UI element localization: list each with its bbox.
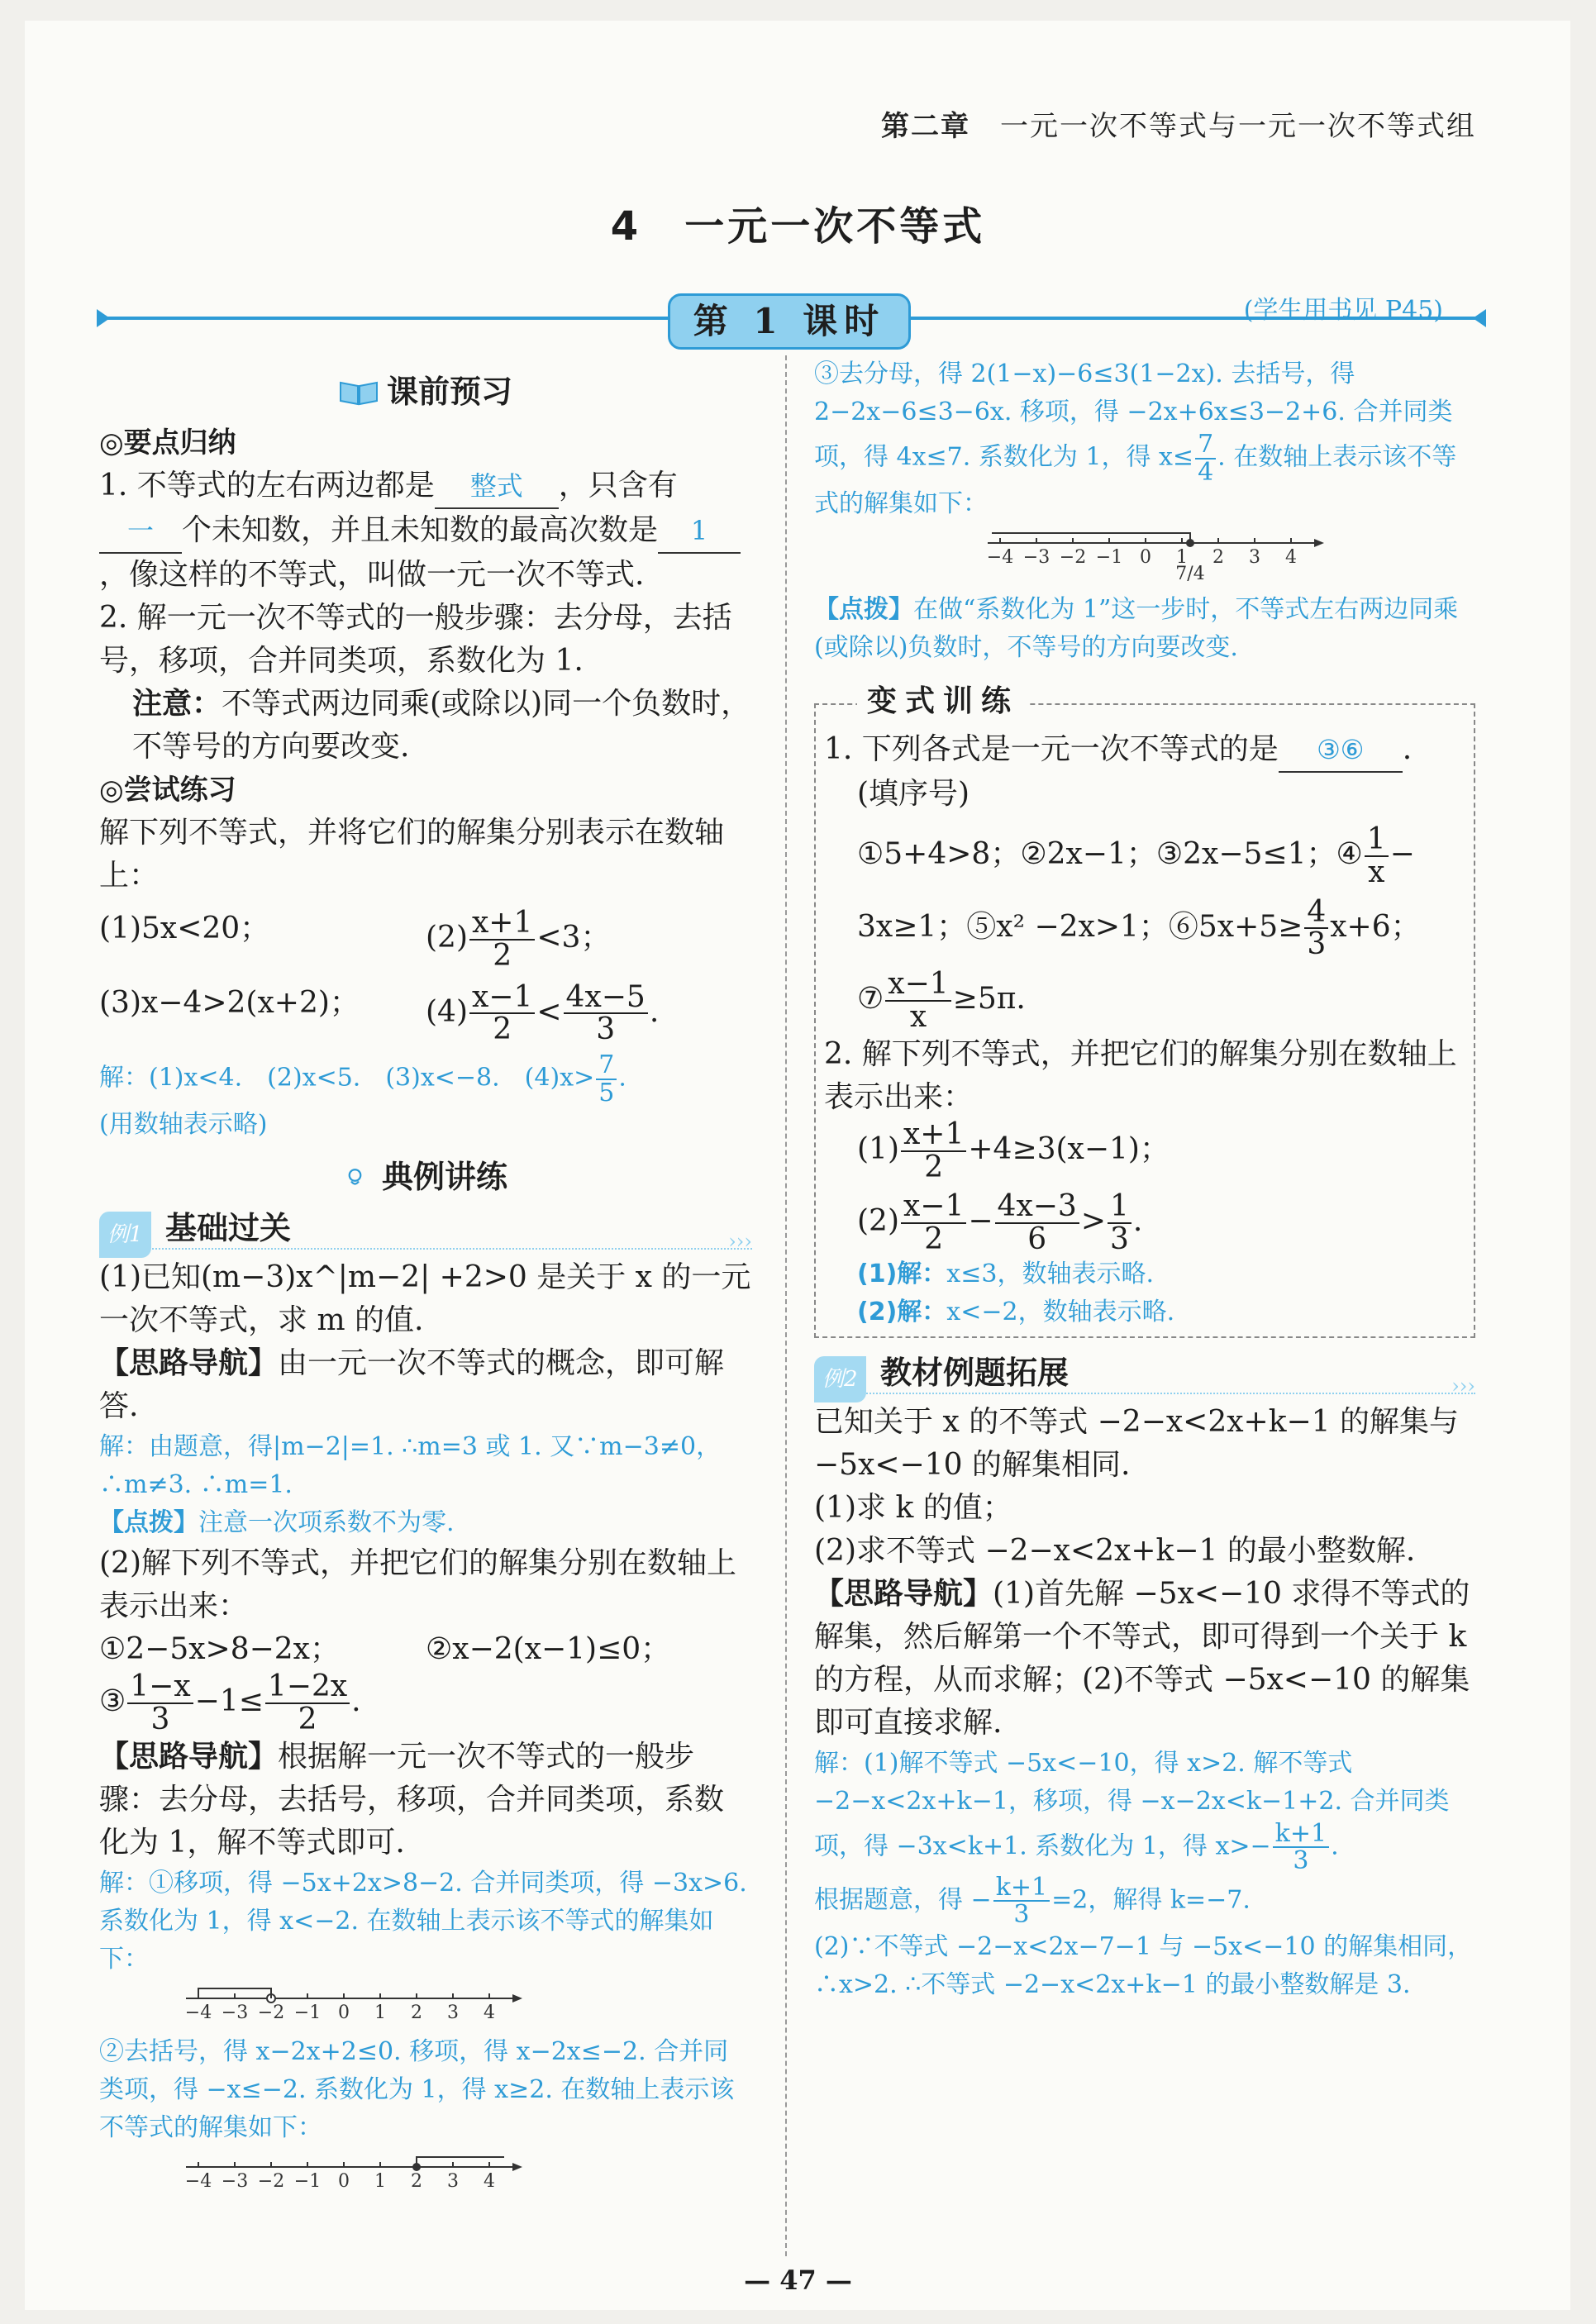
kp1-text-b: ，只含有 — [558, 469, 678, 502]
hint1-text: 由一元一次不等式的概念，即可解答. — [99, 1346, 725, 1424]
number-line-tick-label: −1 — [1095, 547, 1123, 568]
number-line-tick-label: −3 — [221, 2170, 249, 2192]
number-line-tick-label: −2 — [257, 2002, 285, 2023]
kp1-text-a: 1. 不等式的左右两边都是 — [99, 469, 435, 502]
note-text: 不等式两边同乘(或除以)同一个负数时，不等号的方向要改变. — [132, 687, 751, 764]
ex2-sol1-den: 3 — [1293, 1846, 1309, 1876]
training-box — [814, 684, 1475, 1338]
p4-frac-2 — [564, 979, 648, 1047]
number-line-tick-label: 1 — [374, 2170, 386, 2192]
practice-answer-text: 解：(1)x<4. (2)x<5. (3)x<−8. (4)x> — [99, 1063, 595, 1093]
number-line-tick-label: −1 — [293, 2002, 322, 2023]
training-title: 变式训练 — [857, 680, 1029, 723]
kp1-blank-2: 一 — [99, 509, 182, 554]
tq2-2-gt: > — [1080, 1204, 1106, 1239]
kp1-blank-1: 整式 — [435, 464, 559, 509]
p4-frac-1 — [469, 979, 535, 1047]
ex1-q2a: ①2−5x>8−2x； — [99, 1632, 340, 1667]
p2-pre: (2) — [426, 920, 468, 955]
number-line-tick-label: −1 — [293, 2170, 322, 2192]
number-line-tick-label: 3 — [447, 2170, 459, 2192]
number-line-tick-label: 4 — [484, 2002, 495, 2023]
practice-row-1 — [99, 907, 752, 972]
practice-answer — [99, 1052, 752, 1106]
training-q1-items-c — [824, 969, 1465, 1033]
note-line — [99, 683, 752, 769]
tq2-1-post: +4≥3(x−1)； — [968, 1131, 1170, 1166]
example1-sol2a: 解：①移项，得 −5x+2x>8−2. 合并同类项，得 −3x>6. 系数化为 1，得 x<−2. 在数轴上表示该不等式的解集如下： — [99, 1868, 747, 1974]
right-column — [814, 355, 1475, 2004]
tq1a-den: x — [1368, 855, 1385, 889]
tq2-2-pre: (2) — [857, 1204, 899, 1239]
p2-den: 2 — [493, 938, 512, 973]
number-line-tick-label: 1 — [374, 2002, 386, 2023]
practice-title: ◎尝试练习 — [99, 774, 236, 807]
key-points-title: ◎要点归纳 — [99, 426, 236, 460]
training-q1 — [824, 728, 1465, 773]
ex2-sol1b-num: k+1 — [993, 1874, 1050, 1903]
example1-q2-row — [99, 1628, 752, 1671]
p4-n2: 4x−5 — [564, 982, 648, 1015]
hint2-label: 【思路导航】 — [99, 1739, 279, 1774]
example2-q: 已知关于 x 的不等式 −2−x<2x+k−1 的解集与 −5x<−10 的解集相同. — [814, 1404, 1460, 1482]
tq2-2-mid: − — [968, 1204, 993, 1239]
pa-num: 7 — [596, 1052, 617, 1080]
student-book-ref: (学生用书见 P45) — [1243, 296, 1443, 325]
tq2-2-d1: 2 — [924, 1222, 944, 1257]
pa-den: 5 — [598, 1078, 615, 1107]
p4-d1: 2 — [493, 1012, 512, 1047]
tq2-2-n2: 4x−3 — [995, 1191, 1079, 1224]
training-q1-items-b — [824, 894, 1465, 962]
tans2-text: x<−2，数轴表示略. — [946, 1297, 1175, 1326]
practice-item-1: (1)5x<20； — [99, 912, 270, 945]
sol3-num: 7 — [1195, 431, 1216, 460]
ex2-sol1b-den: 3 — [1013, 1900, 1030, 1930]
number-line-tick-label: 4 — [484, 2170, 495, 2192]
p2-num: x+1 — [469, 907, 535, 941]
tq1-items-b-post: x+6； — [1330, 909, 1421, 944]
ex1-q2c-d2: 2 — [298, 1702, 317, 1736]
tq2-2-frac2 — [995, 1191, 1079, 1255]
header-title: 一元一次不等式与一元一次不等式组 — [1000, 110, 1476, 143]
tq1-frac-a — [1365, 824, 1389, 888]
example1-sol3 — [814, 355, 1475, 523]
right-tip-text: 在做“系数化为 1”这一步时，不等式左右两边同乘(或除以)负数时，不等号的方向要改变. — [814, 595, 1459, 662]
number-line-tick-label: −3 — [221, 2002, 249, 2023]
number-line-2 — [182, 2152, 529, 2197]
sol3-text-b: . 在数轴上表示该不等式的解集如下： — [814, 442, 1457, 518]
example2-name: 教材例题拓展 — [880, 1354, 1070, 1391]
number-line-tick-label: −2 — [1059, 547, 1087, 568]
training-q1-note: (填序号) — [857, 777, 970, 811]
p2-fraction — [469, 907, 535, 972]
page-number: — 47 — — [744, 2264, 852, 2296]
sol3-frac — [1195, 431, 1216, 485]
number-line-tick-label: 0 — [1140, 547, 1151, 568]
training-ans2 — [824, 1293, 1465, 1331]
tq2-1-pre: (1) — [857, 1131, 899, 1166]
ex1-q2b: ②x−2(x−1)≤0； — [426, 1632, 671, 1667]
tq1-items-a: ①5+4>8；②2x−1；③2x−5≤1；④ — [857, 836, 1363, 871]
ex2-sol1b-post: =2，解得 k=−7. — [1051, 1885, 1251, 1915]
kp1-text-c: 个未知数，并且未知数的最高次数是 — [182, 513, 659, 547]
ex1-q2c-frac2 — [265, 1671, 350, 1736]
key-point-1 — [99, 464, 752, 597]
tq2-1-num: x+1 — [901, 1119, 966, 1152]
right-tip — [814, 591, 1475, 667]
tip1-text: 注意一次项系数不为零. — [198, 1508, 455, 1538]
tq1c-num: x−1 — [885, 969, 950, 1002]
left-column — [99, 364, 752, 2202]
lesson-title: 4 一元一次不等式 — [610, 203, 986, 250]
tq2-2-post: . — [1132, 1204, 1143, 1239]
ex2-hint-text: (1)首先解 −5x<−10 求得不等式的解集，然后解第一个不等式，即可得到一个关于 k 的方程，从而求解；(2)不等式 −5x<−10 的解集即可直接求解. — [814, 1576, 1470, 1740]
number-line-tick-label: −4 — [184, 2170, 212, 2192]
tq1-blank: ③⑥ — [1279, 728, 1403, 773]
example1-q2c — [99, 1671, 752, 1736]
tq1b-num: 4 — [1304, 897, 1328, 930]
number-line-tick-label: 3 — [1249, 547, 1260, 568]
training-q2: 2. 解下列不等式，并把它们的解集分别在数轴上表示出来： — [824, 1036, 1457, 1114]
lesson-period-badge: 第 1 课时 — [668, 293, 911, 350]
number-line-tick-label: −3 — [1022, 547, 1051, 568]
number-line-tick-label: −4 — [986, 547, 1014, 568]
example1-tip — [99, 1504, 752, 1542]
number-line-tick-label: 0 — [338, 2002, 350, 2023]
tq1-items-b: 3x≥1；⑤x² −2x>1；⑥5x+5≥ — [857, 909, 1303, 944]
preview-title: 课前预习 — [386, 374, 512, 410]
example1-sol2b: ②去括号，得 x−2x+2≤0. 移项，得 x−2x≤−2. 合并同类项，得 −x≤−2. 系数化为 1，得 x≥2. 在数轴上表示该不等式的解集如下： — [99, 2036, 735, 2142]
tq2-1-den: 2 — [924, 1150, 944, 1184]
number-line-tick-label: 3 — [447, 2002, 459, 2023]
example1-hint2 — [99, 1736, 752, 1864]
right-tip-label: 【点拨】 — [814, 595, 913, 624]
note-label: 注意： — [132, 687, 222, 721]
example1-hint1 — [99, 1342, 752, 1428]
practice-row-2 — [99, 979, 752, 1047]
tq1b-den: 3 — [1307, 927, 1327, 962]
kp1-text-d: ，像这样的不等式，叫做一元一次不等式. — [99, 558, 645, 592]
example1-q1: (1)已知(m−3)x^|m−2| +2>0 是关于 x 的一元一次不等式，求 m 的值. — [99, 1260, 751, 1338]
practice-item-4 — [426, 979, 752, 1047]
p4-d2: 3 — [596, 1012, 616, 1047]
running-header — [881, 103, 1476, 144]
example1-sol1: 解：由题意，得|m−2|=1. ∴m=3 或 1. 又∵m−3≠0，∴m≠3. ∴m=1. — [99, 1432, 722, 1500]
number-line-tick-label: −2 — [257, 2170, 285, 2192]
tip1-label: 【点拨】 — [99, 1508, 198, 1538]
ex1-q2c-n2: 1−2x — [265, 1671, 350, 1704]
practice-answer-frac — [596, 1052, 617, 1106]
ex2-sol1-frac — [1273, 1818, 1329, 1876]
example2-sol1 — [814, 1745, 1475, 1874]
sol3-den: 4 — [1198, 457, 1214, 487]
example1-name: 基础过关 — [165, 1210, 292, 1247]
lightbulb-icon — [344, 1164, 374, 1191]
number-line-tick-label: −4 — [184, 2002, 212, 2023]
open-book-icon — [339, 379, 379, 406]
tq2-2-frac3 — [1108, 1191, 1131, 1255]
example2-arrows: ››› — [1451, 1374, 1475, 1398]
training-q1-items-a — [824, 824, 1465, 888]
practice-item-2 — [426, 907, 752, 972]
number-line-1 — [182, 1983, 529, 2028]
example2-q1: (1)求 k 的值； — [814, 1490, 1012, 1525]
example2-sol1b — [814, 1874, 1475, 1928]
example2-hint — [814, 1573, 1475, 1745]
number-line-3 — [984, 528, 1331, 586]
p4-n1: x−1 — [469, 982, 535, 1015]
header-chapter: 第二章 — [881, 110, 970, 143]
tq2-2-n1: x−1 — [901, 1191, 966, 1224]
practice-intro: 解下列不等式，并将它们的解集分别表示在数轴上： — [99, 816, 725, 893]
column-divider — [785, 355, 788, 2256]
tans2-label: (2)解： — [857, 1297, 947, 1326]
tq2-2-d2: 6 — [1027, 1222, 1047, 1257]
number-line-tick-label: 2 — [411, 2002, 422, 2023]
practice-answer-post: . — [618, 1063, 626, 1093]
number-line-tick-label: 2 — [1212, 547, 1224, 568]
example1-bar — [99, 1207, 752, 1254]
tq2-2-d3: 3 — [1110, 1222, 1129, 1257]
p4-post: . — [649, 994, 660, 1029]
examples-title: 典例讲练 — [381, 1159, 507, 1196]
key-point-2: 2. 解一元一次不等式的一般步骤：去分母，去括号，移项，合并同类项，系数化为 1. — [99, 601, 732, 678]
training-ans1 — [824, 1255, 1465, 1293]
number-line-tick-label: 0 — [338, 2170, 350, 2192]
tq1-frac-c — [885, 969, 950, 1033]
tq1c-den: x — [909, 999, 927, 1034]
sol3-text-a: ③去分母，得 2(1−x)−6≤3(1−2x). 去括号，得 2−2x−6≤3−6x. 移项，得 −2x+6x≤3−2+6. 合并同类项，得 4x≤7. 系数化为 1，得 x≤ — [814, 360, 1453, 472]
ex2-sol1-post: . — [1331, 1831, 1339, 1861]
tq1-items-c: ⑦ — [857, 981, 884, 1016]
tq1-frac-b — [1304, 894, 1328, 962]
examples-section-title — [99, 1155, 752, 1198]
hint2-text: 根据解一元一次不等式的一般步骤：去分母，去括号，移项，合并同类项，系数化为 1，解不等式即可. — [99, 1739, 725, 1860]
ex1-q2c-frac1 — [127, 1671, 193, 1736]
ex2-sol1b-frac — [993, 1874, 1050, 1928]
ex2-hint-label: 【思路导航】 — [814, 1576, 993, 1611]
ex1-q2c-n1: 1−x — [127, 1671, 193, 1704]
tq1-items-a-post: − — [1389, 836, 1415, 871]
kp1-blank-3: 1 — [658, 509, 741, 554]
example1-q2: (2)解下列不等式，并把它们的解集分别在数轴上表示出来： — [99, 1546, 736, 1624]
tq1-text: 1. 下列各式是一元一次不等式的是 — [824, 732, 1279, 766]
example1-tag: 例1 — [99, 1212, 151, 1258]
number-line-tick-label: 4 — [1285, 547, 1297, 568]
example2-bar — [814, 1351, 1475, 1398]
number-line-tick-label: 2 — [411, 2170, 422, 2192]
p2-post: <3； — [536, 920, 611, 955]
ex1-q2c-mid: −1≤ — [194, 1683, 264, 1718]
p4-pre: (4) — [426, 994, 468, 1029]
ex1-q2c-pre: ③ — [99, 1683, 126, 1718]
ex1-q2c-post: . — [351, 1683, 361, 1718]
ex2-sol1-num: k+1 — [1273, 1821, 1329, 1849]
tq1-items-c-post: ≥5π. — [952, 981, 1026, 1016]
tq2-2-frac1 — [901, 1191, 966, 1255]
tans1-label: (1)解： — [857, 1259, 947, 1288]
tq1a-num: 1 — [1365, 824, 1389, 857]
p4-lt: < — [536, 994, 562, 1029]
tans1-text: x≤3，数轴表示略. — [946, 1259, 1154, 1288]
number-line-tick-label: 1 — [1176, 547, 1188, 568]
example2-q2: (2)求不等式 −2−x<2x+k−1 的最小整数解. — [814, 1533, 1416, 1568]
example2-tag: 例2 — [814, 1356, 866, 1402]
ex2-sol1b-pre: 根据题意，得 − — [814, 1885, 992, 1915]
ex1-q2c-d1: 3 — [150, 1702, 170, 1736]
practice-item-3: (3)x−4>2(x+2)； — [99, 985, 360, 1020]
training-q2-2 — [824, 1191, 1465, 1255]
tq2-1-frac — [901, 1119, 966, 1183]
tq1-post: . — [1402, 732, 1413, 766]
hint1-label: 【思路导航】 — [99, 1346, 279, 1381]
ex2-sol1-text: 解：(1)解不等式 −5x<−10，得 x>2. 解不等式 −2−x<2x+k−1，移项，得 −x−2x<k−1+2. 合并同类项，得 −3x<k+1. 系数化为 1，得 x>− — [814, 1748, 1450, 1861]
tq2-2-n3: 1 — [1108, 1191, 1131, 1224]
practice-answer-note: (用数轴表示略) — [99, 1110, 268, 1140]
example1-arrows: ››› — [728, 1230, 752, 1254]
preview-section-title — [99, 370, 752, 413]
example2-sol2: (2)∵不等式 −2−x<2x−7−1 与 −5x<−10 的解集相同，∴x>2. ∴不等式 −2−x<2x+k−1 的最小整数解是 3. — [814, 1931, 1473, 1999]
frac-label-7-4: 7/4 — [1175, 564, 1205, 584]
training-q2-1 — [824, 1119, 1465, 1183]
